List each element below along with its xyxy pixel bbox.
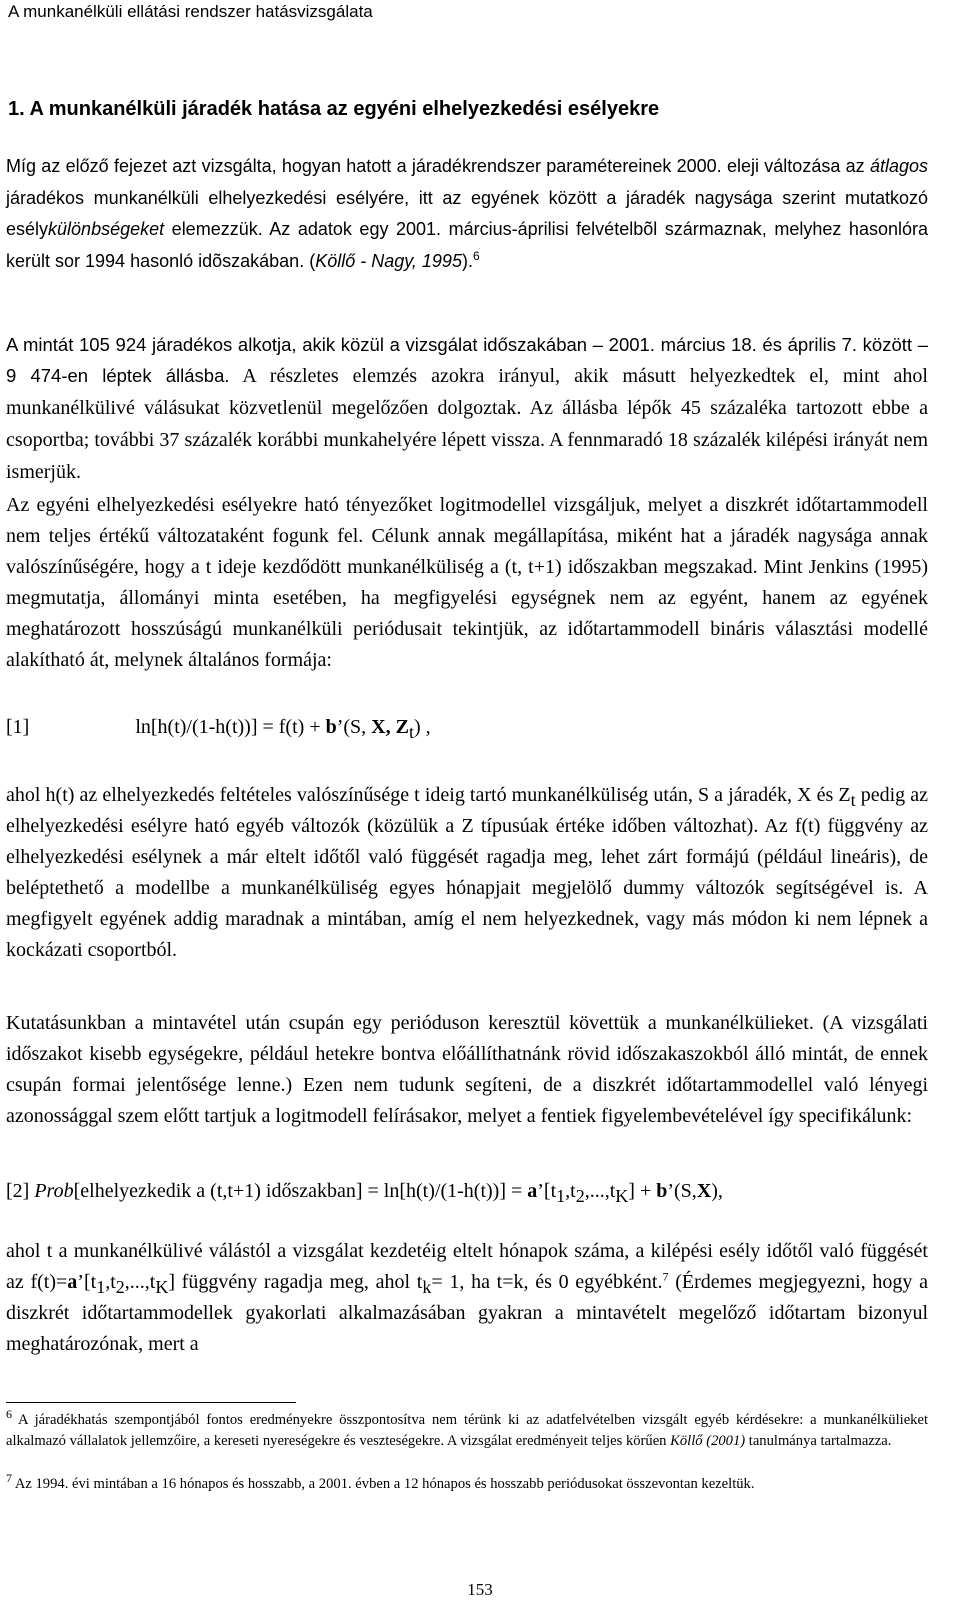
section-heading: 1. A munkanélküli járadék hatása az egyéni elhelyezkedési esélyekre bbox=[8, 98, 660, 120]
paragraph-definitions: ahol h(t) az elhelyezkedés feltételes valószínűsége t ideig tartó munkanélküliség után, S a járadék, X és Zt pedig az elhelyezkedési esélyre ható egyéb változók (közülük a Z típusúak értéke időben változhat). Az f(t) függvény az elhelyezkedési esélynek a már eltelt időtől való függését ragadja meg, lehet zárt formájú (például lineáris), de beléptethető a modellbe a munkanélküliség egyes hónapjait megjelölő dummy változók segítségével is. A megfigyelt egyének addig maradnak a mintában, amíg el nem helyezkednek, vagy más módon ki nem lépnek a kockázati csoportból. bbox=[6, 784, 929, 961]
equation-1: [1] ln[h(t)/(1-h(t))] = f(t) + b’(S, X, Zt) , bbox=[6, 716, 431, 742]
footnote-6: $^6$ A járadékhatás szempontjából fontos eredményekre összpontosítva nem térünk ki az adatfelvételben vizsgált egyéb kérdésekre: a munkanélkülieket alkalmazó vállalatok jellemzőire, a kereseti nyereségekre és veszteségekre. A vizsgálat eredményeit teljes körűen Köllő (2001) tanulmánya tartalmazza. bbox=[6, 1407, 928, 1449]
paragraph-research: Kutatásunkban a mintavétel után csupán egy perióduson keresztül követtük a munkanélkülieket. (A vizsgálati időszakot kisebb egységekre, például hetekre bontva előállíthatnánk rövid időszakaszokból álló mintát, de ennek csupán formai jelentősége lenne.) Ezen nem tudunk segíteni, de a diszkrét időtartammodellel való lényegi azonossággal szem előtt tartjuk a logitmodell felírásakor, melyet a fentiek figyelembevételével így specifikálunk: bbox=[6, 1012, 928, 1127]
equation-number: [1] bbox=[6, 716, 30, 738]
paragraph-intro: Míg az előző fejezet azt vizsgálta, hogyan hatott a járadékrendszer paramétereinek 2000. eleji változása az átlagos járadékos munkanélküli elhelyezkedési esélyére, itt az egyének között a járadék nagysága szerint mutatkozó esélykülönbségeket elemezzük. Az adatok egy 2001. március-áprilisi felvételbõl származnak, melyhez hasonlóra került sor 1994 hasonló idõszakában. (Köllő - Nagy, 1995).$^6$ bbox=[6, 156, 928, 271]
footnote-ref-6[interactable]: 6 bbox=[472, 248, 480, 263]
paragraph-variables: ahol t a munkanélkülivé válástól a vizsgálat kezdetéig eltelt hónapok száma, a kilépési esély időtől való függését az f(t)=a’[t1,t2,...,tK] függvény ragadja meg, ahol tk= 1, ha t=k, és 0 egyébként.$^7$ (Érdemes megjegyezni, hogy a diszkrét időtartammodellek gyakorlati alkalmazásában gyakran a mintavételt megelőző időtartam bizonyul meghatározónak, mert a bbox=[6, 1240, 929, 1355]
paragraph-sample: A mintát 105 924 járadékos alkotja, akik közül a vizsgálat időszakában – 2001. március 18. és április 7. között – 9 474-en léptek állásba. A részletes elemzés azokra irányul, akik másutt helyezkedtek el, mint ahol munkanélkülivé válásukat közvetlenül megelőzően dolgoztak. Az állásba lépők 45 százaléka tartozott ebbe a csoportba; további 37 százalék korábbi munkahelyére lépett vissza. A fennmaradó 18 százalék kilépési irányát nem ismerjük. bbox=[6, 334, 928, 483]
footnote-ref-7[interactable]: 7 bbox=[662, 1269, 669, 1284]
footnote-7: $^7$ Az 1994. évi mintában a 16 hónapos és hosszabb, a 2001. évben a 12 hónapos és hosszabb periódusokat összevontan kezeltük. bbox=[6, 1471, 755, 1492]
paragraph-model: Az egyéni elhelyezkedési esélyekre ható tényezőket logitmodellel vizsgáljuk, melyet a diszkrét időtartammodell nem teljes értékű változataként fogunk fel. Célunk annak megállapítása, miként hat a járadék nagysága annak valószínűségére, hogy a t ideje kezdődött munkanélküliség a (t, t+1) időszakban megszakad. Mint Jenkins (1995) megmutatja, állományi minta esetében, ha megfigyelési egységnek nem az egyént, hanem az egyének meghatározott hosszúságú munkanélküli periódusait tekintjük, az időtartammodell bináris választási modellé alakítható át, melynek általános formája: bbox=[6, 494, 928, 671]
page-number: 153 bbox=[467, 1580, 493, 1599]
equation-2: [2] Prob[elhelyezkedik a (t,t+1) időszakban] = ln[h(t)/(1-h(t))] = a’[t1,t2,...,tK] + b’(S,X), bbox=[6, 1180, 723, 1206]
running-header: A munkanélküli ellátási rendszer hatásvizsgálata bbox=[8, 2, 373, 21]
footnote-divider bbox=[6, 1402, 296, 1403]
